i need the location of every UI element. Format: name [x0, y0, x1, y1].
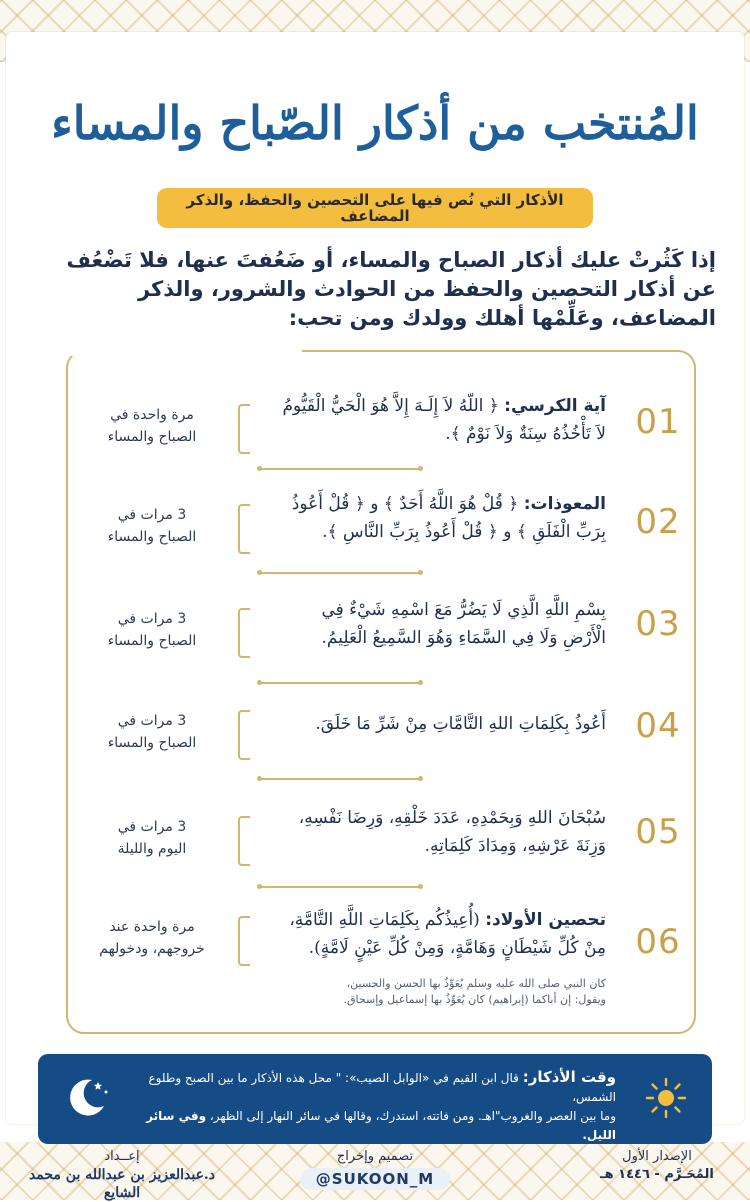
footer [0, 1142, 750, 1200]
item-repeat-note [74, 816, 230, 860]
note-line: 3 مرات في [117, 713, 187, 729]
item-body: ﴿ اللّهُ لاَ إِلَـهَ إِلاَّ هُوَ الْحَيُّ الْقَيُّومُ لاَ تَأْخُذُهُ سِنَةٌ وَلاَ نَوْمٌ ﴾. [282, 396, 606, 444]
item-number: 02 [635, 502, 681, 542]
item-number: 01 [635, 402, 681, 442]
item-text [276, 906, 606, 962]
adhkar-time-box [38, 1054, 712, 1144]
note-line: اليوم والليلة [117, 841, 187, 857]
item-label: تحصين الأولاد: [485, 910, 606, 930]
item-number: 05 [635, 812, 681, 852]
item-label: المعوذات: [523, 494, 606, 514]
edition-date: المُحَـرَّم - ١٤٤٦ هـ [600, 1167, 714, 1182]
divider [260, 682, 420, 684]
note-line: مرة واحدة في [110, 407, 194, 423]
design-credit [265, 1148, 485, 1190]
subtitle-badge: الأذكار التي نُص فيها على التحصين والحفظ، والذكر المضاعف [157, 188, 593, 228]
designer-handle[interactable]: @SUKOON_M [300, 1168, 450, 1190]
item-number: 06 [635, 922, 681, 962]
moon-stars-icon [62, 1072, 112, 1122]
bracket-icon [238, 710, 250, 760]
note-line: خروجهم، ودخولهم [99, 941, 205, 957]
author-credit [12, 1148, 232, 1202]
item-number: 03 [635, 604, 681, 644]
time-label: وقت الأذكار: [522, 1068, 616, 1086]
bracket-icon [238, 608, 250, 658]
list-item [60, 486, 702, 566]
bracket-icon [238, 404, 250, 454]
item-repeat-note [74, 404, 230, 448]
item-number: 04 [635, 706, 681, 746]
note-line: 3 مرات في [117, 611, 187, 627]
list-item [60, 388, 702, 468]
time-line-1: قال ابن القيم في «الوابل الصيب»: " محل هذه الأذكار ما بين الصبح وطلوع الشمس، [148, 1071, 616, 1104]
edition-label: الإصدار الأول [622, 1149, 692, 1164]
item-text: سُبْحَانَ اللهِ وَبِحَمْدِهِ، عَدَدَ خَلْقِهِ، وَرِضَا نَفْسِهِ، وَزِنَةَ عَرْشِهِ، وَمِدَادَ كَلِمَاتِهِ. [298, 808, 606, 856]
footnote-line: ويقول: إن أباكما (إبراهيم) كان يُعَوِّذُ بها إسماعيل وإسحاق. [343, 993, 606, 1006]
item-body: ﴿ قُلْ هُوَ اللَّهُ أَحَدٌ ﴾ و ﴿ قُلْ أَعُوذُ بِرَبِّ الْفَلَقِ ﴾ و ﴿ قُلْ أَعُوذُ بِرَبِّ النَّاسِ ﴾. [291, 494, 606, 542]
item-repeat-note [74, 916, 230, 960]
design-label: تصميم وإخراج [336, 1149, 414, 1164]
page-title: المُنتخب من أذكار الصّباح والمساء [51, 96, 699, 150]
list-item [60, 800, 702, 880]
item-text: أَعُوذُ بِكَلِمَاتِ اللهِ التَّامَّاتِ مِنْ شَرِّ مَا خَلَقَ. [315, 714, 606, 734]
divider [260, 572, 420, 574]
time-line-2-emphasis: وفي سائر الليل. [146, 1109, 616, 1142]
note-line: مرة واحدة عند [109, 919, 195, 935]
divider [260, 468, 420, 470]
list-item [60, 592, 702, 672]
divider [260, 778, 420, 780]
list-item [60, 904, 702, 1024]
bracket-icon [238, 916, 250, 966]
prep-label: إعــداد [104, 1149, 140, 1164]
bracket-icon [238, 504, 250, 554]
footnote-line: كان النبي صلى الله عليه وسلم يُعَوِّذُ بها الحسن والحسين، [346, 977, 606, 990]
item-text [276, 392, 606, 448]
bracket-icon [238, 816, 250, 866]
item-text [276, 490, 606, 546]
note-line: الصباح والمساء [107, 735, 197, 751]
item-repeat-note [74, 504, 230, 548]
note-line: الصباح والمساء [107, 429, 197, 445]
time-line-2: وما بين العصر والغروب"اهـ. ومن فاتته، استدرك، وقالها في سائر النهار إلى الظهر، [209, 1109, 616, 1123]
sun-icon [644, 1076, 688, 1120]
edition-info [582, 1148, 732, 1184]
note-line: 3 مرات في [117, 819, 187, 835]
adhkar-time-text [138, 1068, 616, 1145]
list-frame-gap [66, 346, 302, 356]
item-text: بِسْمِ اللَّهِ الَّذِي لَا يَضُرُّ مَعَ اسْمِهِ شَيْءٌ فِي الْأَرْضِ وَلَا فِي السَّمَاءِ وَهُوَ السَّمِيعُ الْعَلِيمُ. [321, 600, 606, 648]
divider [260, 886, 420, 888]
item-body: (أُعِيذُكُم بِكَلِمَاتِ اللَّهِ التَّامَّةِ، مِنْ كُلِّ شَيْطَانٍ وَهَامَّةٍ، وَمِنْ كُلِّ عَيْنٍ لَامَّةٍ). [289, 910, 606, 958]
note-line: الصباح والمساء [107, 633, 197, 649]
item-repeat-note [74, 608, 230, 652]
note-line: 3 مرات في [117, 507, 187, 523]
item-label: آية الكرسي: [504, 396, 606, 416]
item-repeat-note [74, 710, 230, 754]
list-item [60, 700, 702, 770]
note-line: الصباح والمساء [107, 529, 197, 545]
item-footnote [246, 976, 606, 1008]
author-name: د.عبدالعزيز بن عبدالله بن محمد الشايع [28, 1167, 216, 1201]
intro-paragraph: إذا كَثُرتْ عليك أذكار الصباح والمساء، أو ضَعُفتَ عنها، فلا تَضْعُف عن أذكار التحصين والحفظ من الحوادث والشرور، والذكر المضاعف، وعَلِّمْها أهلك وولدك ومن تحب: [66, 248, 716, 330]
